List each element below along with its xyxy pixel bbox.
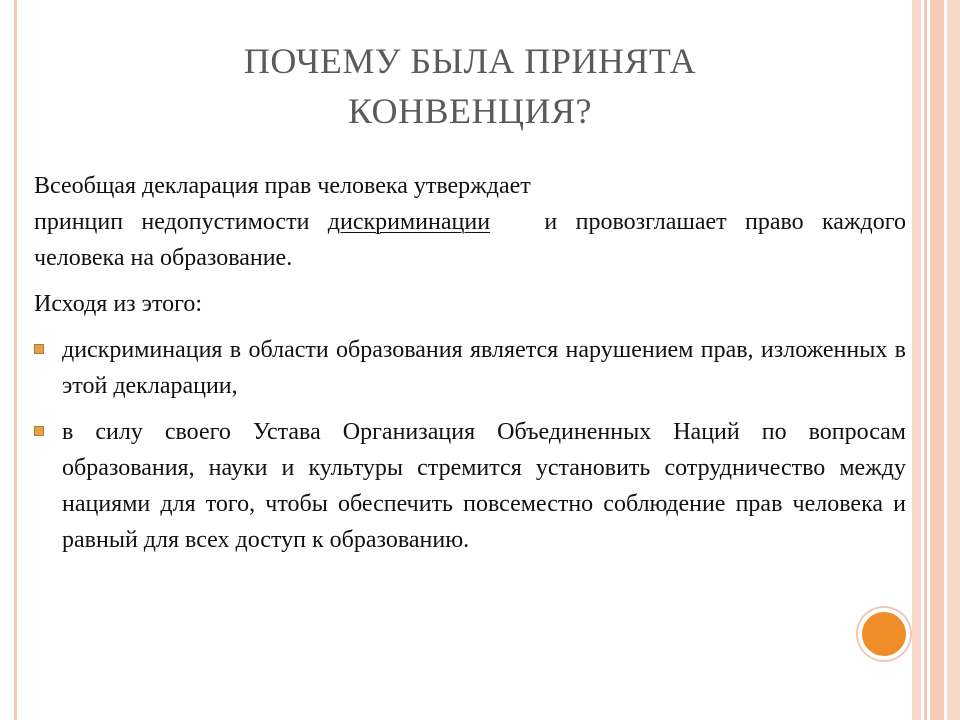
square-bullet-icon: [34, 426, 44, 436]
list-item: [34, 332, 906, 404]
right-decor-stripe: [924, 0, 927, 720]
right-decor-stripe: [947, 0, 960, 720]
slide-title-line-2: КОНВЕНЦИЯ?: [347, 91, 593, 131]
right-decor-stripe: [930, 0, 944, 720]
orange-circle-icon: [858, 608, 910, 660]
square-bullet-icon: [34, 344, 44, 354]
intro-lead-line: Всеобщая декларация прав человека утверждает: [34, 173, 531, 199]
intro-after-link: и провозглашает право каждого человека на образование.: [34, 209, 906, 271]
left-border-line: [14, 0, 17, 720]
slide-title-line-1: ПОЧЕМУ БЫЛА ПРИНЯТА: [243, 41, 697, 81]
subheading: Исходя из этого:: [34, 291, 203, 317]
slide-body: [34, 168, 906, 568]
list-item: [34, 414, 906, 558]
list-item-text: дискриминация в области образования является нарушением прав, изложенных в этой декларации,: [62, 337, 906, 399]
intro-before-link: принцип недопустимости: [34, 209, 328, 235]
intro-paragraph: [34, 168, 906, 276]
slide-title: [40, 36, 900, 136]
list-item-text: в силу своего Устава Организация Объединенных Наций по вопросам образования, науки и культуры стремится установить сотрудничество между нациями для того, чтобы обеспечить повсеместно соблюдение прав человека и равный для всех доступ к образованию.: [62, 419, 906, 553]
discrimination-link[interactable]: [328, 209, 526, 235]
right-decor-stripe: [912, 0, 921, 720]
intro-rest: [34, 204, 906, 276]
discrimination-link-text: дискриминации: [327, 209, 491, 235]
